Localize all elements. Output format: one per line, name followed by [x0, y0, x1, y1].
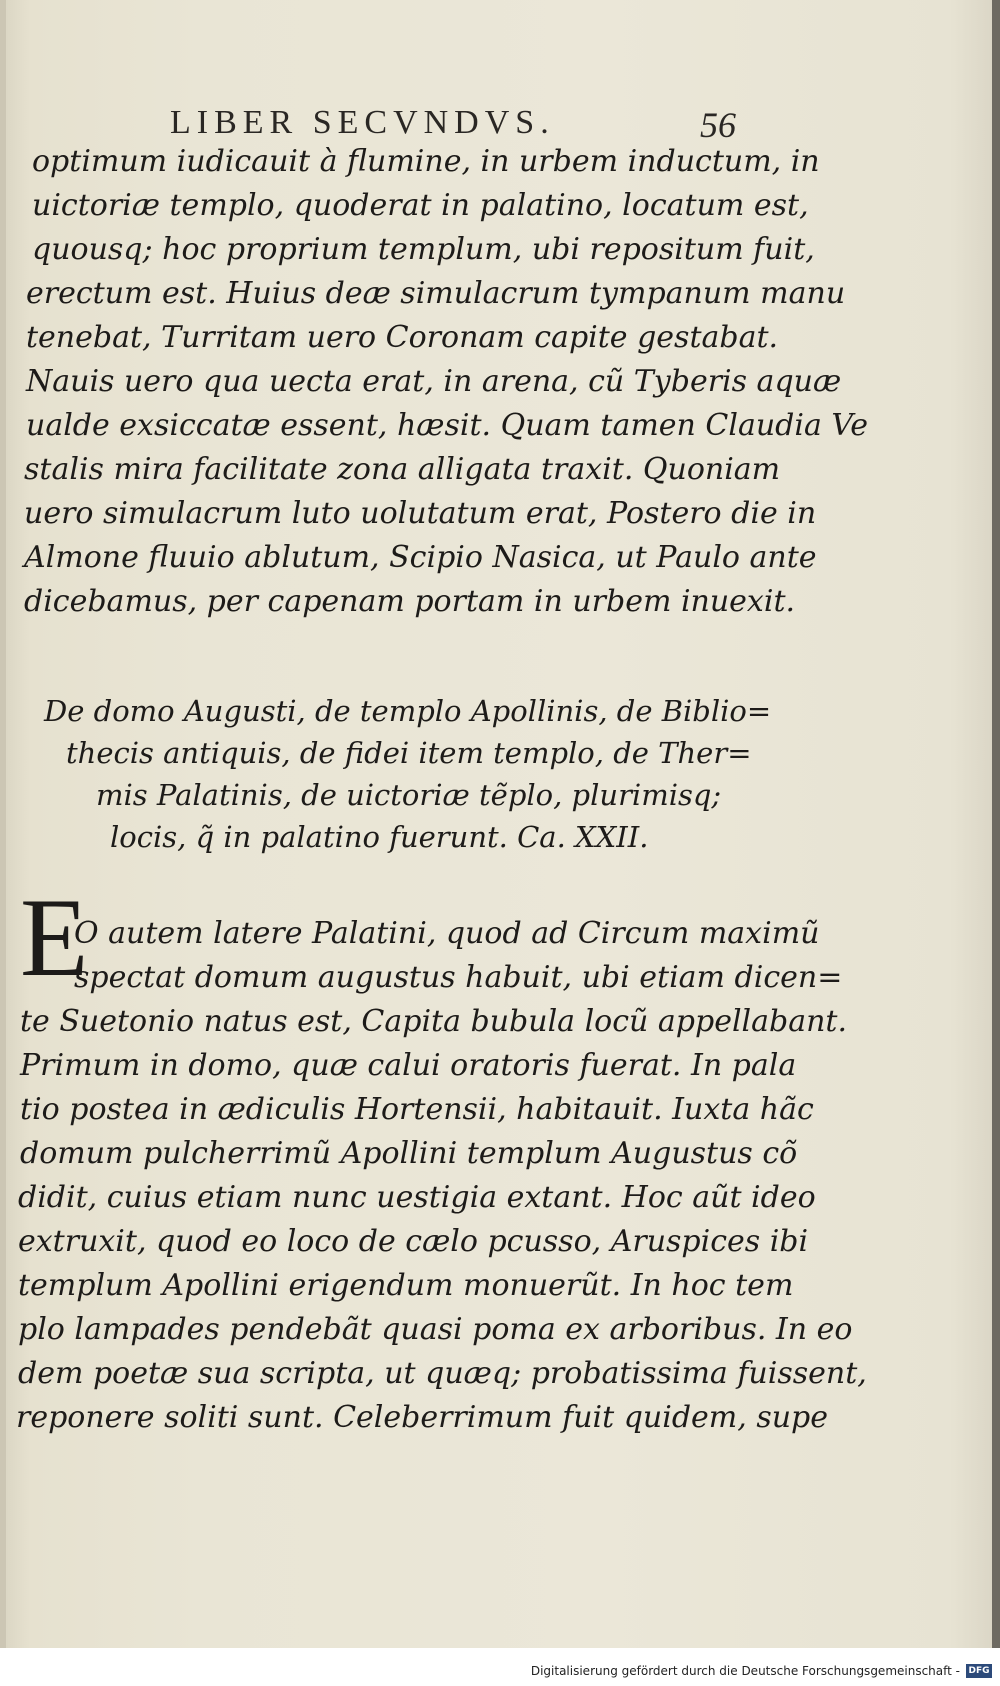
text-line: optimum iudicauit à flumine, in urbem inductum, in	[32, 144, 820, 179]
page-left-edge	[0, 0, 6, 1648]
text-line: Primum in domo, quæ calui oratoris fuerat. In pala	[20, 1048, 797, 1083]
text-line: Nauis uero qua uecta erat, in arena, cũ Tyberis aquæ	[26, 364, 842, 399]
page-right-edge	[992, 0, 1000, 1648]
text-line: tenebat, Turritam uero Coronam capite gestabat.	[26, 320, 779, 355]
text-line: te Suetonio natus est, Capita bubula locũ appellabant.	[20, 1004, 848, 1039]
running-head-title: LIBER SECVNDVS.	[170, 104, 555, 141]
digitization-footer	[0, 1658, 1000, 1686]
text-line: uero simulacrum luto uolutatum erat, Postero die in	[24, 496, 817, 531]
text-line: didit, cuius etiam nunc uestigia extant. Hoc aũt ideo	[18, 1180, 816, 1215]
text-line: plo lampades pendebãt quasi poma ex arboribus. In eo	[18, 1312, 853, 1347]
heading-line: mis Palatinis, de uictoriæ tẽplo, plurimisq;	[96, 778, 722, 812]
text-line: tio postea in ædiculis Hortensii, habitauit. Iuxta hãc	[20, 1092, 814, 1127]
text-line: templum Apollini erigendum monuerũt. In hoc tem	[18, 1268, 794, 1303]
text-line: ualde exsiccatæ essent, hæsit. Quam tamen Claudia Ve	[26, 408, 869, 443]
text-line: extruxit, quod eo loco de cælo pcusso, Aruspices ibi	[18, 1224, 809, 1259]
drop-cap-initial: E	[20, 876, 89, 1000]
text-line: spectat domum augustus habuit, ubi etiam dicen=	[74, 960, 843, 995]
heading-line: thecis antiquis, de fidei item templo, de Ther=	[66, 736, 752, 770]
heading-line: De domo Augusti, de templo Apollinis, de Biblio=	[44, 694, 772, 728]
text-line: erectum est. Huius deæ simulacrum tympanum manu	[26, 276, 846, 311]
text-line: domum pulcherrimũ Apollini templum Augustus cõ	[20, 1136, 798, 1171]
text-line: dicebamus, per capenam portam in urbem inuexit.	[24, 584, 796, 619]
heading-line: locis, q̃ in palatino fuerunt. Ca. XXII.	[110, 820, 649, 854]
text-line: reponere soliti sunt. Celeberrimum fuit quidem, supe	[16, 1400, 828, 1435]
text-line: uictoriæ templo, quoderat in palatino, locatum est,	[32, 188, 809, 223]
text-line: quousq; hoc proprium templum, ubi repositum fuit,	[32, 232, 815, 267]
folio-number: 56	[700, 105, 736, 145]
dfg-logo: DFG	[966, 1664, 992, 1678]
text-line: O autem latere Palatini, quod ad Circum maximũ	[74, 916, 820, 951]
text-line: Almone fluuio ablutum, Scipio Nasica, ut Paulo ante	[24, 540, 817, 575]
text-line: dem poetæ sua scripta, ut quæq; probatissima fuissent,	[18, 1356, 867, 1391]
footer-credit: Digitalisierung gefördert durch die Deutsche Forschungsgemeinschaft -	[530, 1664, 960, 1678]
text-line: stalis mira facilitate zona alligata traxit. Quoniam	[24, 452, 781, 487]
